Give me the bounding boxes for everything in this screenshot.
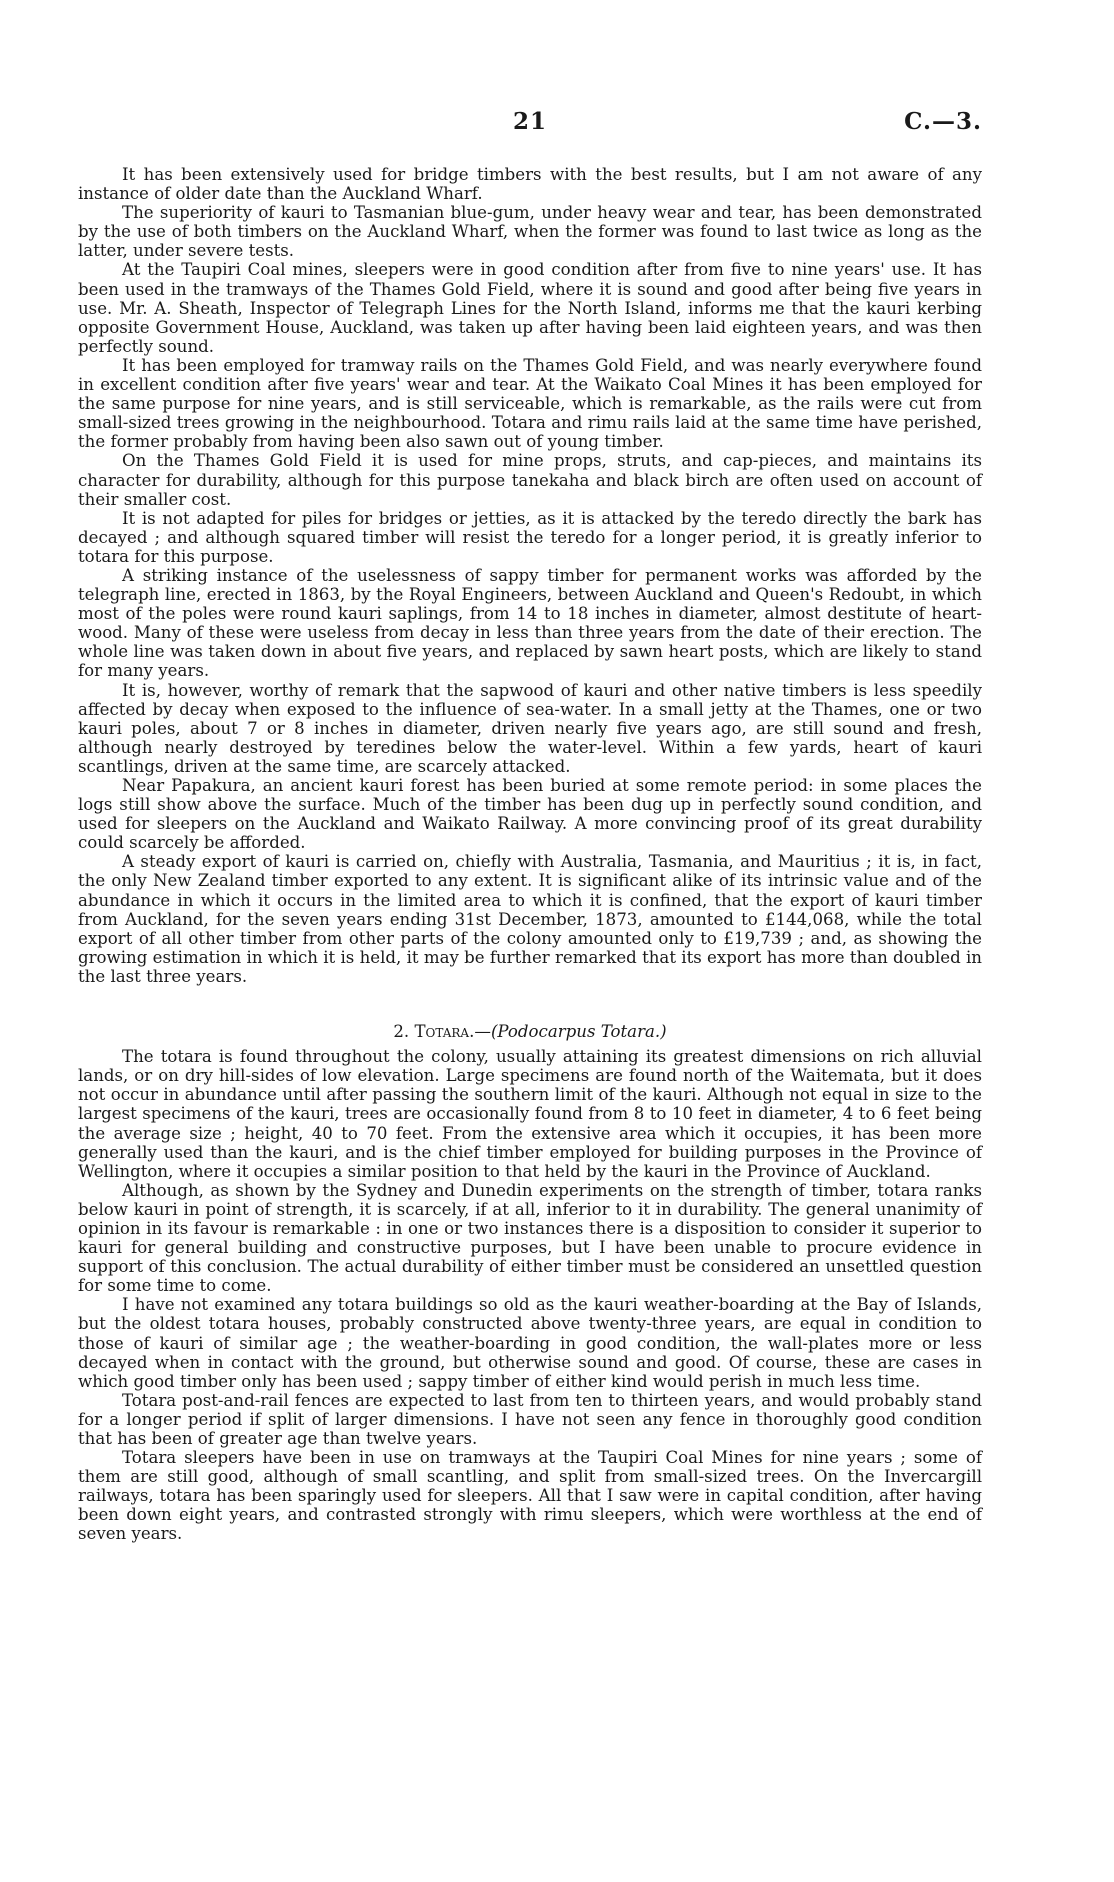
paragraph: Near Papakura, an ancient kauri forest has been buried at some remote period: in some places the logs still show above the surface. Much of the timber has been dug up in perfectly sound condition, and used for sleepers on the Auckland and Waikato Railway. A more convincing proof of its great durability could scarcely be afforded. [78,776,982,853]
paragraph: I have not examined any totara buildings so old as the kauri weather-boarding at the Bay of Islands, but the oldest totara houses, probably constructed above twenty-three years, are equal in condition to those of kauri of similar age ; the weather-boarding in good condition, the wall-plates more or less decayed when in contact with the ground, but otherwise sound and good. Of course, these are cases in which good timber only has been used ; sappy timber of either kind would perish in much less time. [78,1295,982,1391]
body-text [78,165,982,1544]
section-latin-name: (Podocarpus Totara.) [490,1022,667,1042]
section-number: 2. [393,1022,410,1042]
paragraph: It has been extensively used for bridge timbers with the best results, but I am not aware of any instance of older date than the Auckland Wharf. [78,165,982,204]
paragraph: A steady export of kauri is carried on, chiefly with Australia, Tasmania, and Mauritius ; it is, in fact, the only New Zealand timber exported to any extent. It is significant alike of its intrinsic value and of the abundance in which it occurs in the limited area to which it is confined, that the export of kauri timber from Auckland, for the seven years ending 31st December, 1873, amounted to £144,068, while the total export of all other timber from other parts of the colony amounted only to £19,739 ; and, as showing the growing estimation in which it is held, it may be further remarked that its export has more than doubled in the last three years. [78,852,982,986]
paragraph: It is not adapted for piles for bridges or jetties, as it is attacked by the teredo directly the bark has decayed ; and although squared timber will resist the teredo for a longer period, it is greatly inferior to totara for this purpose. [78,508,982,566]
paragraph: Although, as shown by the Sydney and Dunedin experiments on the strength of timber, totara ranks below kauri in point of strength, it is scarcely, if at all, inferior to it in durability. The general unanimity of opinion in its favour is remarkable : in one or two instances there is a disposition to consider it superior to kauri for general building and constructive purposes, but I have been unable to procure evidence in support of this conclusion. The actual durability of either timber must be considered an unsettled question for some time to come. [78,1180,982,1296]
section-separator: .— [469,1022,491,1042]
section-name: Totara [414,1022,470,1042]
page-number: 21 [512,108,547,135]
section-heading [78,1022,982,1041]
paragraph: The superiority of kauri to Tasmanian blue-gum, under heavy wear and tear, has been demonstrated by the use of both timbers on the Auckland Wharf, when the former was found to last twice as long as the latter, under severe tests. [78,203,982,261]
paragraph: It has been employed for tramway rails on the Thames Gold Field, and was nearly everywhere found in excellent condition after five years' wear and tear. At the Waikato Coal Mines it has been employed for the same purpose for nine years, and is still serviceable, which is remarkable, as the rails were cut from small-sized trees growing in the neighbourhood. Totara and rimu rails laid at the same time have perished, the former probably from having been also sawn out of young timber. [78,355,982,452]
paragraph: It is, however, worthy of remark that the sapwood of kauri and other native timbers is less speedily affected by decay when exposed to the influence of sea-water. In a small jetty at the Thames, one or two kauri poles, about 7 or 8 inches in diameter, driven nearly five years ago, are still sound and fresh, although nearly destroyed by teredines below the water-level. Within a few yards, heart of kauri scantlings, driven at the same time, are scarcely attacked. [78,680,982,776]
paragraph: On the Thames Gold Field it is used for mine props, struts, and cap-pieces, and maintains its character for durability, although for this purpose tanekaha and black birch are often used on account of their smaller cost. [78,451,982,509]
paragraph: Totara sleepers have been in use on tramways at the Taupiri Coal Mines for nine years ; some of them are still good, although of small scantling, and split from small-sized trees. On the Invercargill railways, totara has been sparingly used for sleepers. All that I saw were in capital condition, after having been down eight years, and contrasted strongly with rimu sleepers, which were worthless at the end of seven years. [78,1448,982,1544]
page-header [78,108,982,142]
document-code: C.—3. [904,108,982,135]
paragraph: At the Taupiri Coal mines, sleepers were in good condition after from five to nine years' use. It has been used in the tramways of the Thames Gold Field, where it is sound and good after being five years in use. Mr. A. Sheath, Inspector of Telegraph Lines for the North Island, informs me that the kauri kerbing opposite Government House, Auckland, was taken up after having been laid eighteen years, and was then perfectly sound. [78,260,982,356]
paragraph: Totara post-and-rail fences are expected to last from ten to thirteen years, and would probably stand for a longer period if split of larger dimensions. I have not seen any fence in thoroughly good condition that has been of greater age than twelve years. [78,1390,982,1448]
paragraph: The totara is found throughout the colony, usually attaining its greatest dimensions on rich alluvial lands, or on dry hill-sides of low elevation. Large specimens are found north of the Waitemata, but it does not occur in abundance until after passing the southern limit of the kauri. Although not equal in size to the largest specimens of the kauri, trees are occasionally found from 8 to 10 feet in diameter, 4 to 6 feet being the average size ; height, 40 to 70 feet. From the extensive area which it occupies, it has been more generally used than the kauri, and is the chief timber employed for building purposes in the Province of Wellington, where it occupies a similar position to that held by the kauri in the Province of Auckland. [78,1047,982,1181]
paragraph: A striking instance of the uselessness of sappy timber for permanent works was afforded by the telegraph line, erected in 1863, by the Royal Engineers, between Auckland and Queen's Redoubt, in which most of the poles were round kauri saplings, from 14 to 18 inches in diameter, almost destitute of heart-wood. Many of these were useless from decay in less than three years from the date of their erection. The whole line was taken down in about five years, and replaced by sawn heart posts, which are likely to stand for many years. [78,565,982,681]
